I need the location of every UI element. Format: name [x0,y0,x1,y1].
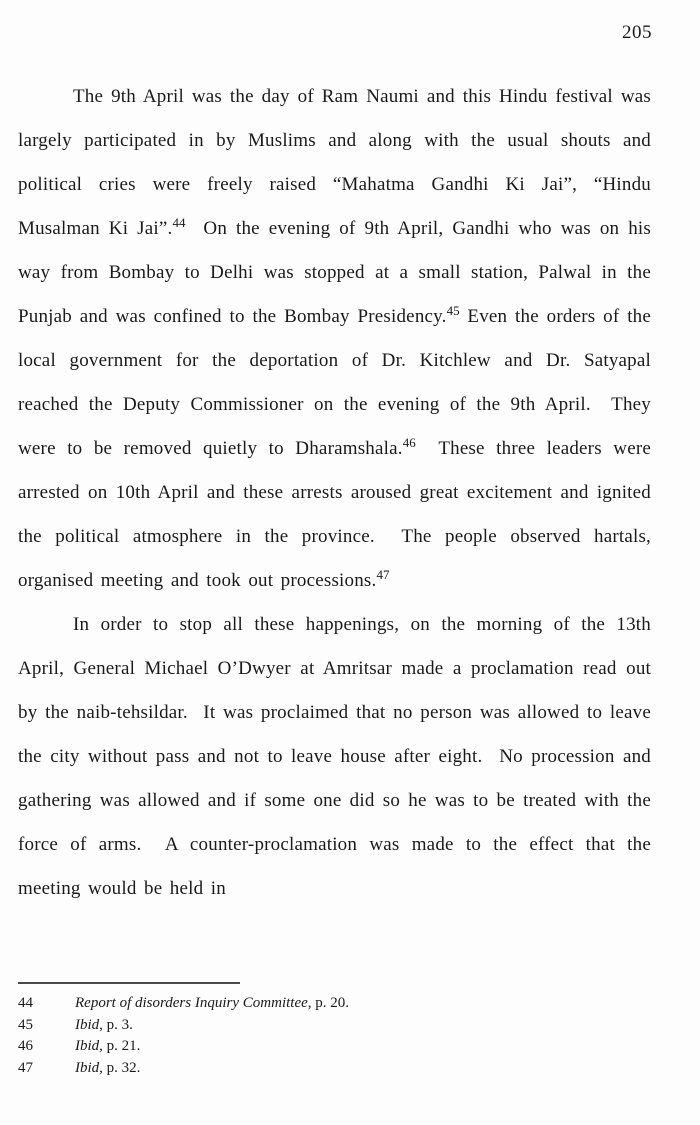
footnote-text: Report of disorders Inquiry Committee, p. 20. [75,995,350,1011]
footnote-number: 44 [18,995,33,1011]
footnote-reference: 44 [172,215,186,230]
footnote-reference: 47 [376,567,390,582]
paragraph-text: The 9th April was the day of Ram Naumi and this Hindu festival was largely participated in by Muslims and along with the usual shouts and political cries were freely raised “Mahatma Gandhi Ki Jai”, “Hindu Musalman Ki Jai”. [18,86,651,239]
paragraph [18,603,651,911]
footnote-number: 47 [18,1059,33,1076]
footnote-text: Ibid, p. 21. [75,1038,141,1054]
body-text [18,75,651,911]
footnote-text: Ibid, p. 32. [75,1059,141,1076]
footnote-list [18,993,651,1079]
footnote-item [18,993,651,1015]
footnote-source-title: Ibid [75,1038,100,1054]
footnote-number: 46 [18,1038,33,1054]
footnote-item [18,1036,651,1058]
footnote-separator-rule [18,982,240,984]
paragraph [18,75,651,603]
paragraph-text: These three leaders were arrested on 10th April and these arrests aroused great excitement and ignited the political atmosphere in the province. The people observed hartals, organised meeting and took out processions. [18,438,651,591]
footnote-reference: 45 [446,303,460,318]
footnote-source-title: Ibid [75,1016,100,1033]
footnote-text: Ibid, p. 3. [75,1016,133,1033]
paragraph-text: Even the orders of the local government for the deportation of Dr. Kitchlew and Dr. Satyapal reached the Deputy Commissioner on the evening of the 9th April. They were to be removed quietly to Dharamshala. [18,306,652,459]
footnote-number: 45 [18,1016,33,1033]
footnote-reference: 46 [402,435,416,450]
paragraph-text: On the evening of 9th April, Gandhi who was on his way from Bombay to Delhi was stopped at a small station, Palwal in the Punjab and was confined to the Bombay Presidency. [18,218,651,327]
footnote-source-title: Report of disorders Inquiry Committee [75,995,308,1011]
footnote-item [18,1058,651,1080]
page-number: 205 [622,22,652,43]
footnote-item [18,1015,651,1037]
footnotes [18,982,651,1079]
paragraph-text: In order to stop all these happenings, on the morning of the 13th April, General Michael O’Dwyer at Amritsar made a proclamation read out by the naib-tehsildar. It was proclaimed that no person was allowed to leave the city without pass and not to leave house after eight. No procession and gathering was allowed and if some one did so he was to be treated with the force of arms. A counter-proclamation was made to the effect that the meeting would be held in [18,614,651,899]
footnote-source-title: Ibid [75,1059,100,1076]
